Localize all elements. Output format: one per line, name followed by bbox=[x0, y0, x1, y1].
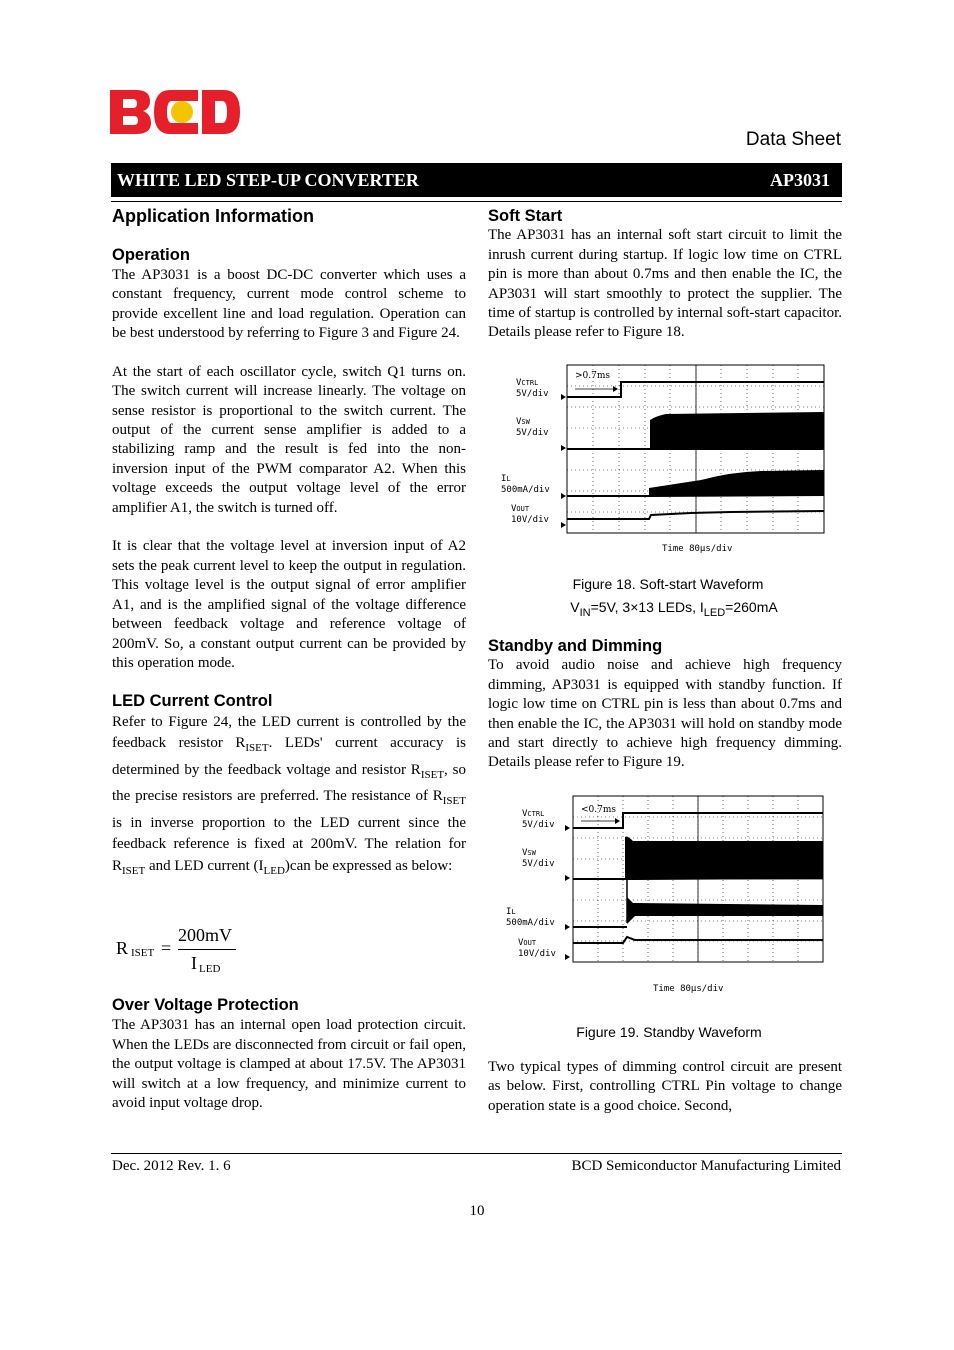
fig18-conditions: $V_{IN}=5V$, 3×13 LEDs, $I_{LED}=260mA$ bbox=[570, 599, 778, 619]
header-rule bbox=[111, 201, 842, 202]
operation-p3: It is clear that the voltage level at inversion input of A2 sets the peak current level to keep the output in regulation. This voltage level is the output signal of error amplifier A1, and is the amplified signal of the voltage difference between feedback voltage and reference voltage of 200mV. So, a constant output current can be provided by this operation mode. bbox=[112, 538, 466, 671]
figure-19-scope: VCTRL 5V/div VSW 5V/div IL 500mA/div VOUT 10V/div <0.7ms Time 80µs/div bbox=[503, 795, 827, 1000]
soft-start-section bbox=[488, 207, 842, 343]
soft-start-p1: The AP3031 has an internal soft start circuit to limit the inrush current during startup. If logic low time on CTRL pin is more than about 0.7ms and then enable the IC, the AP3031 will start smoothly to protect the supplier. The time of startup is controlled by internal soft-start capacitor. Details please refer to Figure 18. bbox=[488, 227, 842, 341]
figure-18-plot bbox=[561, 364, 827, 536]
figure-18-scope: VCTRL 5V/div VSW 5V/div IL 500mA/div VOUT 10V/div >0.7ms Time 80µs/div bbox=[497, 364, 827, 564]
fig19-annotation: <0.7ms bbox=[581, 805, 617, 815]
section-title: Application Information bbox=[112, 206, 314, 226]
page-number: 10 bbox=[469, 1203, 485, 1219]
fig19-caption: Figure 19. Standby Waveform bbox=[576, 1024, 762, 1040]
header-bar bbox=[111, 163, 842, 197]
fig19-time: Time 80µs/div bbox=[653, 984, 724, 994]
left-column bbox=[112, 206, 466, 882]
product-title: WHITE LED STEP-UP CONVERTER bbox=[117, 170, 419, 190]
standby-title: Standby and Dimming bbox=[488, 637, 663, 655]
fig18-caption: Figure 18. Soft-start Waveform bbox=[572, 576, 764, 592]
fig18-time: Time 80µs/div bbox=[662, 544, 733, 554]
operation-title: Operation bbox=[112, 246, 190, 265]
standby-section bbox=[488, 637, 842, 773]
riset-formula: R ISET = 200mV I LED bbox=[116, 925, 256, 977]
doc-type: Data Sheet bbox=[745, 129, 841, 150]
part-number: AP3031 bbox=[770, 170, 830, 190]
operation-p1: The AP3031 is a boost DC-DC converter which uses a constant frequency, current mode control scheme to provide excellent line and load regulation. Operation can be best understood by referring to Figure 3 and Figure 24. bbox=[112, 266, 466, 342]
operation-p2: At the start of each oscillator cycle, switch Q1 turns on. The switch current will increase linearly. The voltage on sense resistor is proportional to the switch current. The output of the current sense amplifier is added to a stabilizing ramp and the result is fed into the non-inversion input of the PWM comparator A2. When this voltage exceeds the output voltage level of the error amplifier A1, the switch is turned off. bbox=[112, 363, 466, 516]
ovp-p1: The AP3031 has an internal open load protection circuit. When the LEDs are disconnected from circuit or fail open, the output voltage is clamped at about 17.5V. The AP3031 will switch at a low frequency, and minimize current to avoid input voltage drop. bbox=[112, 1017, 466, 1112]
dimming-p: Two typical types of dimming control circuit are present as below. First, controlling CTRL Pin voltage to change operation state is a good choice. Second, bbox=[488, 1059, 842, 1114]
footer-company: BCD Semiconductor Manufacturing Limited bbox=[571, 1158, 841, 1174]
standby-p1: To avoid audio noise and achieve high frequency dimming, AP3031 is equipped with standby function. If logic low time on CTRL pin is less than about 0.7ms and then enable the IC, the AP3031 will hold on standby mode and start directly to achieve high frequency dimming. Details please refer to Figure 19. bbox=[488, 657, 842, 771]
led-current-title: LED Current Control bbox=[112, 692, 273, 711]
ovp-title: Over Voltage Protection bbox=[112, 996, 299, 1014]
led-current-p: Refer to Figure 24, the LED current is controlled by the feedback resistor $R_{ISET}$. LEDs' current accuracy is determined by the feedback voltage and resistor $R_{ISET}$, so the precise resistors are preferred. The resistance of $R_{ISET}$ is in inverse proportion to the LED current since the feedback reference is fixed at 200mV. The relation for $R_{ISET}$ and LED current $(I_{LED})can$ be expressed as below: bbox=[112, 713, 466, 877]
fig18-annotation: >0.7ms bbox=[575, 371, 611, 381]
dimming-section bbox=[488, 1058, 842, 1116]
footer-rule bbox=[111, 1153, 842, 1154]
footer-date: Dec. 2012 Rev. 1. 6 bbox=[112, 1158, 231, 1174]
ovp-section bbox=[112, 996, 466, 1113]
soft-start-title: Soft Start bbox=[488, 207, 563, 225]
figure-19-plot bbox=[563, 795, 827, 965]
bcd-logo bbox=[110, 88, 242, 136]
